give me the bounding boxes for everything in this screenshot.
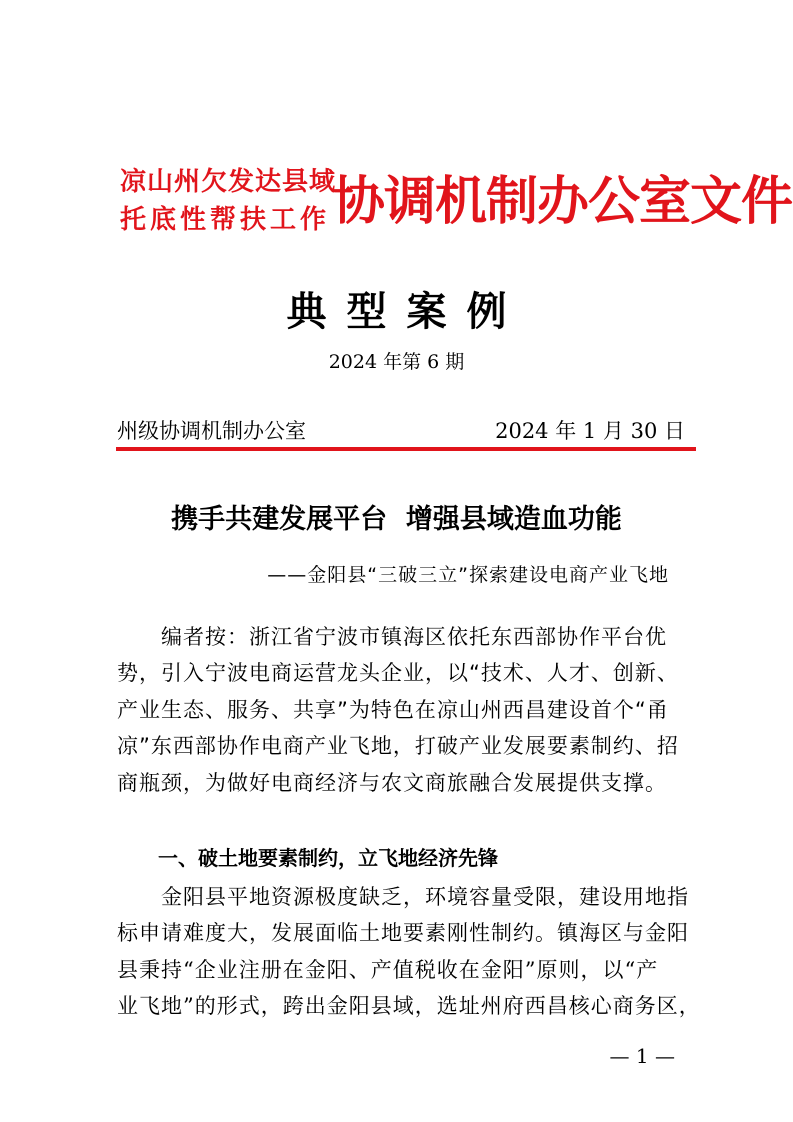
- issue-date: 2024 年 1 月 30 日: [495, 419, 685, 443]
- editor-note: [117, 619, 679, 801]
- editor-note-line: 编者按：浙江省宁波市镇海区依托东西部协作平台优: [117, 625, 667, 649]
- section-body: [117, 879, 701, 1025]
- issuer-document-label: 协调机制办公室文件: [333, 171, 793, 232]
- issuer-line-1: 凉山州欠发达县域: [120, 167, 337, 197]
- editor-note-line: 产业生态、服务、共享”为特色在凉山州西昌建设首个“甬: [117, 697, 669, 722]
- body-line: 业飞地”的形式，跨出金阳县域，选址州府西昌核心商务区，: [117, 994, 701, 1019]
- red-divider: [116, 447, 696, 451]
- page-number: — 1 —: [609, 1044, 675, 1068]
- document-title: 典型案例: [286, 288, 527, 335]
- body-line: 标申请难度大，发展面临土地要素刚性制约。镇海区与金阳: [117, 921, 689, 946]
- editor-note-line: 商瓶颈，为做好电商经济与农文商旅融合发展提供支撑。: [117, 770, 667, 795]
- issuing-office: 州级协调机制办公室: [117, 419, 306, 443]
- issuer-name-block: [120, 163, 337, 239]
- issue-number: 2024 年第 6 期: [328, 351, 465, 373]
- article-subtitle: ——金阳县“三破三立”探索建设电商产业飞地: [267, 564, 669, 586]
- editor-note-line: 势，引入宁波电商运营龙头企业，以“技术、人才、创新、: [117, 661, 679, 686]
- editor-note-line: 凉”东西部协作电商产业飞地，打破产业发展要素制约、招: [117, 734, 679, 759]
- issuer-line-2: 托底性帮扶工作: [120, 205, 331, 235]
- body-line: 金阳县平地资源极度缺乏，环境容量受限，建设用地指: [117, 885, 689, 909]
- body-line: 县秉持“企业注册在金阳、产值税收在金阳”原则，以“产: [117, 957, 659, 982]
- section-heading: 一、破土地要素制约，立飞地经济先锋: [158, 846, 498, 870]
- article-title: 携手共建发展平台 增强县域造血功能: [171, 504, 622, 535]
